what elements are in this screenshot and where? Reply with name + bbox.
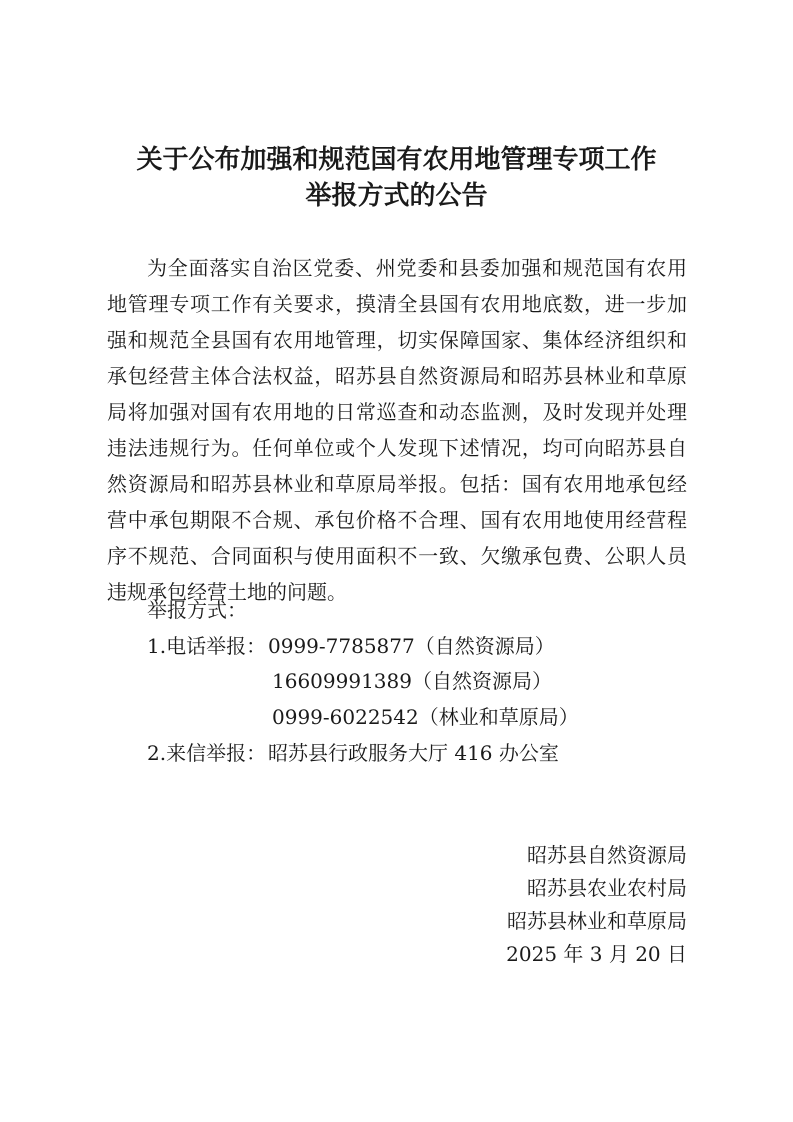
body-paragraph-line: 地管理专项工作有关要求，摸清全县国有农用地底数，进一步加 xyxy=(107,292,687,316)
body-paragraph-line: 强和规范全县国有农用地管理，切实保障国家、集体经济组织和 xyxy=(107,328,687,352)
document-date: 2025 年 3 月 20 日 xyxy=(506,942,687,966)
signature-agriculture-rural-bureau: 昭苏县农业农村局 xyxy=(527,876,687,900)
mail-report-label: 2.来信举报： xyxy=(147,741,267,765)
body-paragraph-line: 违法违规行为。任何单位或个人发现下述情况，均可向昭苏县自 xyxy=(107,436,687,460)
document-title-line-2: 举报方式的公告 xyxy=(305,181,488,211)
body-paragraph-line: 序不规范、合同面积与使用面积不一致、欠缴承包费、公职人员 xyxy=(107,544,687,568)
body-paragraph-line: 违规承包经营土地的问题。 xyxy=(107,580,347,604)
body-paragraph-line: 局将加强对国有农用地的日常巡查和动态监测，及时发现并处理 xyxy=(107,400,687,424)
signature-forestry-grassland-bureau: 昭苏县林业和草原局 xyxy=(507,909,687,933)
phone-number-natural-resources-1: 0999-7785877（自然资源局） xyxy=(268,634,555,658)
body-paragraph-line: 然资源局和昭苏县林业和草原局举报。包括：国有农用地承包经 xyxy=(107,472,687,496)
phone-report-label: 1.电话举报： xyxy=(147,634,267,658)
body-paragraph-line: 营中承包期限不合规、承包价格不合理、国有农用地使用经营程 xyxy=(107,508,687,532)
signature-natural-resources-bureau: 昭苏县自然资源局 xyxy=(527,843,687,867)
contact-heading: 举报方式： xyxy=(147,598,247,622)
body-paragraph-line: 承包经营主体合法权益，昭苏县自然资源局和昭苏县林业和草原 xyxy=(107,364,687,388)
body-paragraph-line: 为全面落实自治区党委、州党委和县委加强和规范国有农用 xyxy=(147,256,687,280)
document-title-line-1: 关于公布加强和规范国有农用地管理专项工作 xyxy=(136,145,657,175)
phone-number-forestry-grassland: 0999-6022542（林业和草原局） xyxy=(272,705,579,729)
phone-number-natural-resources-2: 16609991389（自然资源局） xyxy=(272,669,552,693)
mail-report-address: 昭苏县行政服务大厅 416 办公室 xyxy=(268,741,559,765)
